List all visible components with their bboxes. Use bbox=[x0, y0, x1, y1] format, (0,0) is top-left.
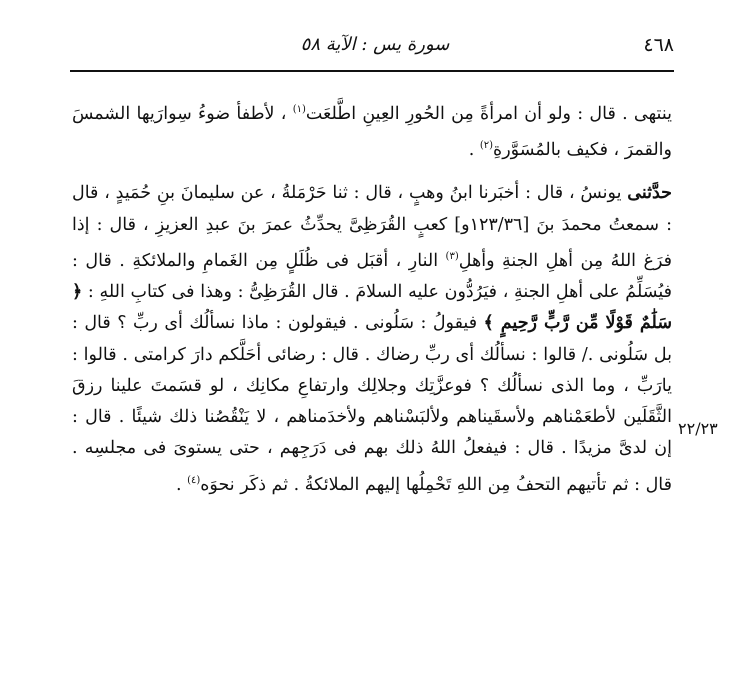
footnote-ref: (٢) bbox=[479, 140, 494, 152]
text-run: ينتهى . قال : ولو أن امرأةً مِن الحُورِ العِينِ اطَّلعَت bbox=[305, 103, 672, 124]
paragraph-gap bbox=[72, 166, 672, 178]
text-run: يونسُ ، قال : أخبَرنا ابنُ وهبٍ ، قال : ثنا حَرْمَلةُ ، عن سليمانَ بنِ حُمَيدٍ ، قال : سمعتُ محمدَ بنَ [١٢٣/٣٦و] كعبٍ القُرَظِىَّ يحدِّثُ عمرَ بنَ عبدِ العزيزِ ، قال : إذا فرَغ اللهُ مِن أهلِ الجنةِ وأهلِ bbox=[72, 183, 673, 271]
text-run: ، لأطفأ ضوءُ سِوارَيها الشمسَ والقمرَ ، فكيف بالمُسَوَّرةِ bbox=[72, 103, 672, 160]
quran-verse: ﴿ سَلَٰمٌ قَوْلًا مِّن رَّبٍّ رَّحِيمٍ ﴾ bbox=[72, 281, 672, 334]
narration-lead-word: حدَّثنى bbox=[627, 183, 672, 204]
body-text bbox=[72, 94, 672, 501]
text-run: . bbox=[468, 139, 480, 160]
page-number: ٤٦٨ bbox=[643, 34, 674, 56]
paragraph-1 bbox=[72, 94, 672, 166]
page-header bbox=[70, 30, 674, 64]
text-run: النارِ ، أقبَل فى ظُلَلٍ مِن الغَمامِ والملائكةِ . قال : فيُسَلِّمُ على أهلِ الجنةِ ، فيَرُدُّون عليه السلامَ . قال القُرَظِىُّ : وهذا فى كتابِ اللهِ : bbox=[72, 250, 672, 302]
footnote-ref: (٤) bbox=[187, 474, 201, 486]
footnote-ref: (١) bbox=[292, 104, 306, 115]
paragraph-2 bbox=[72, 178, 672, 501]
text-run: فيقولُ : سَلُونى . فيقولون : ماذا نسألُك أى ربِّ ؟ قال : بل سَلُونى ./ قالوا : نسألُك أى ربِّ رضاك . قال : رضائى أحَلَّكم دارَ كرامتى . قالوا : يارَبِّ ، وما الذى نسألُك ؟ فوعزَّتِك وجلالِك وارتفاعِ مكانِك ، لو قسَمتَ علينا رزقَ الثَّقَلَين لأطعَمْناهم ولأسقَيناهم ولألبَسْناهم ولأخدَمناهم ، لا يَنْقُصُنا ذلك شيئًا . قال : إن لدىَّ مزيدًا . قال : فيفعلُ اللهُ ذلك بهم فى دَرَجِهم ، حتى يستوىَ فى مجلسِه . قال : ثم تأتيهم التحفُ مِن اللهِ تَحْمِلُها إليهم الملائكةُ . ثم ذكَر نحوَه bbox=[72, 313, 672, 495]
footnote-ref: (٣) bbox=[445, 250, 459, 262]
margin-folio-reference: ٢٢/٢٣ bbox=[678, 419, 718, 438]
text-run: . bbox=[175, 474, 188, 495]
running-title: سورة يس : الآية ٥٨ bbox=[300, 34, 450, 55]
header-rule bbox=[70, 70, 674, 72]
